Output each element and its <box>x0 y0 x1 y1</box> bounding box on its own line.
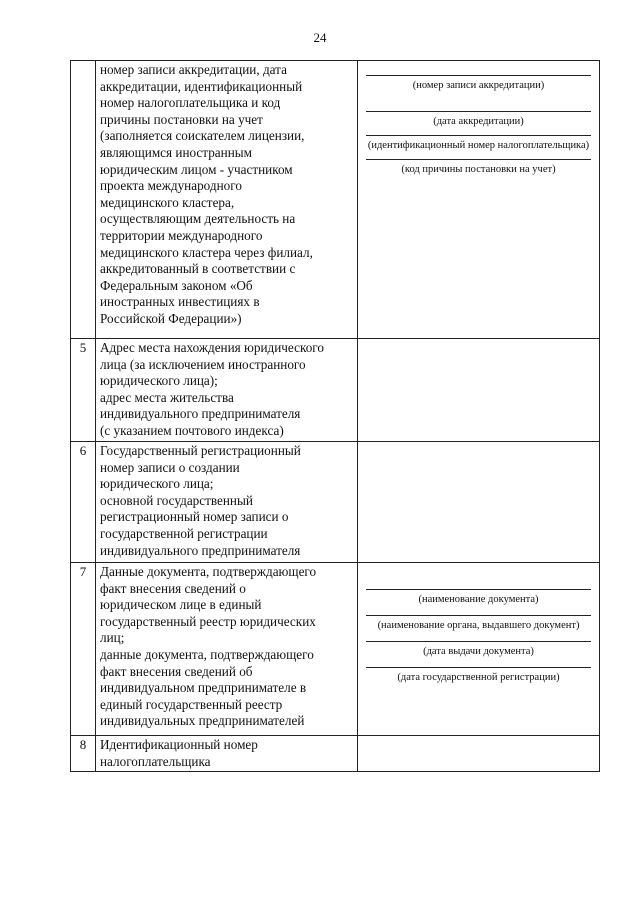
row-description: Адрес места нахождения юридического лица (за исключением иностранного юридического лица); адрес места жительства индивидуального предпринимателя (с указанием почтового индекса) <box>96 339 358 442</box>
field-caption: (дата государственной регистрации) <box>397 672 560 683</box>
field-caption: (номер записи аккредитации) <box>412 80 545 91</box>
row-description: Данные документа, подтверждающего факт внесения сведений о юридическом лице в единый государственный реестр юридических лиц; данные документа, подтверждающего факт внесения сведений об индивидуальном предпринимателе в единый государственный реестр индивидуальных предпринимателей <box>96 563 358 736</box>
issuing-authority-field[interactable] <box>364 607 593 633</box>
field-caption: (дата аккредитации) <box>433 116 524 127</box>
application-form-table <box>70 60 600 772</box>
table-row <box>71 563 600 736</box>
row-number: 8 <box>71 736 96 772</box>
issue-date-field[interactable] <box>364 633 593 659</box>
taxpayer-number-value-cell[interactable] <box>358 736 600 772</box>
field-caption: (код причины постановки на учет) <box>401 164 556 175</box>
page-number: 24 <box>313 30 327 45</box>
registration-reason-code-field[interactable] <box>364 153 593 177</box>
state-registration-date-field[interactable] <box>364 659 593 685</box>
address-value-cell[interactable] <box>358 339 600 442</box>
taxpayer-id-field[interactable] <box>364 129 593 153</box>
document-name-field[interactable] <box>364 563 593 607</box>
field-caption: (идентификационный номер налогоплательщика) <box>367 140 590 151</box>
row-value-cell[interactable] <box>358 61 600 339</box>
accreditation-number-field[interactable] <box>364 61 593 93</box>
accreditation-date-field[interactable] <box>364 93 593 129</box>
row-number: 7 <box>71 563 96 736</box>
row-description: номер записи аккредитации, дата аккредитации, идентификационный номер налогоплательщика и код причины постановки на учет (заполняется соискателем лицензии, являющимся иностранным юридическим лицом - участником проекта международного медицинского кластера, осуществляющим деятельность на территории международного медицинского кластера через филиал, аккредитованный в соответствии с Федеральным законом «Об иностранных инвестициях в Российской Федерации») <box>96 61 358 339</box>
table-row <box>71 736 600 772</box>
row-value-cell[interactable] <box>358 563 600 736</box>
row-description: Государственный регистрационный номер записи о создании юридического лица; основной государственный регистрационный номер записи о государственной регистрации индивидуального предпринимателя <box>96 442 358 563</box>
row-number: 5 <box>71 339 96 442</box>
row-description: Идентификационный номер налогоплательщика <box>96 736 358 772</box>
row-number <box>71 61 96 339</box>
table-row <box>71 61 600 339</box>
field-caption: (дата выдачи документа) <box>423 646 534 657</box>
field-caption: (наименование органа, выдавшего документ) <box>377 620 580 631</box>
table-row <box>71 339 600 442</box>
registration-number-value-cell[interactable] <box>358 442 600 563</box>
table-row <box>71 442 600 563</box>
row-number: 6 <box>71 442 96 563</box>
field-caption: (наименование документа) <box>418 594 539 605</box>
